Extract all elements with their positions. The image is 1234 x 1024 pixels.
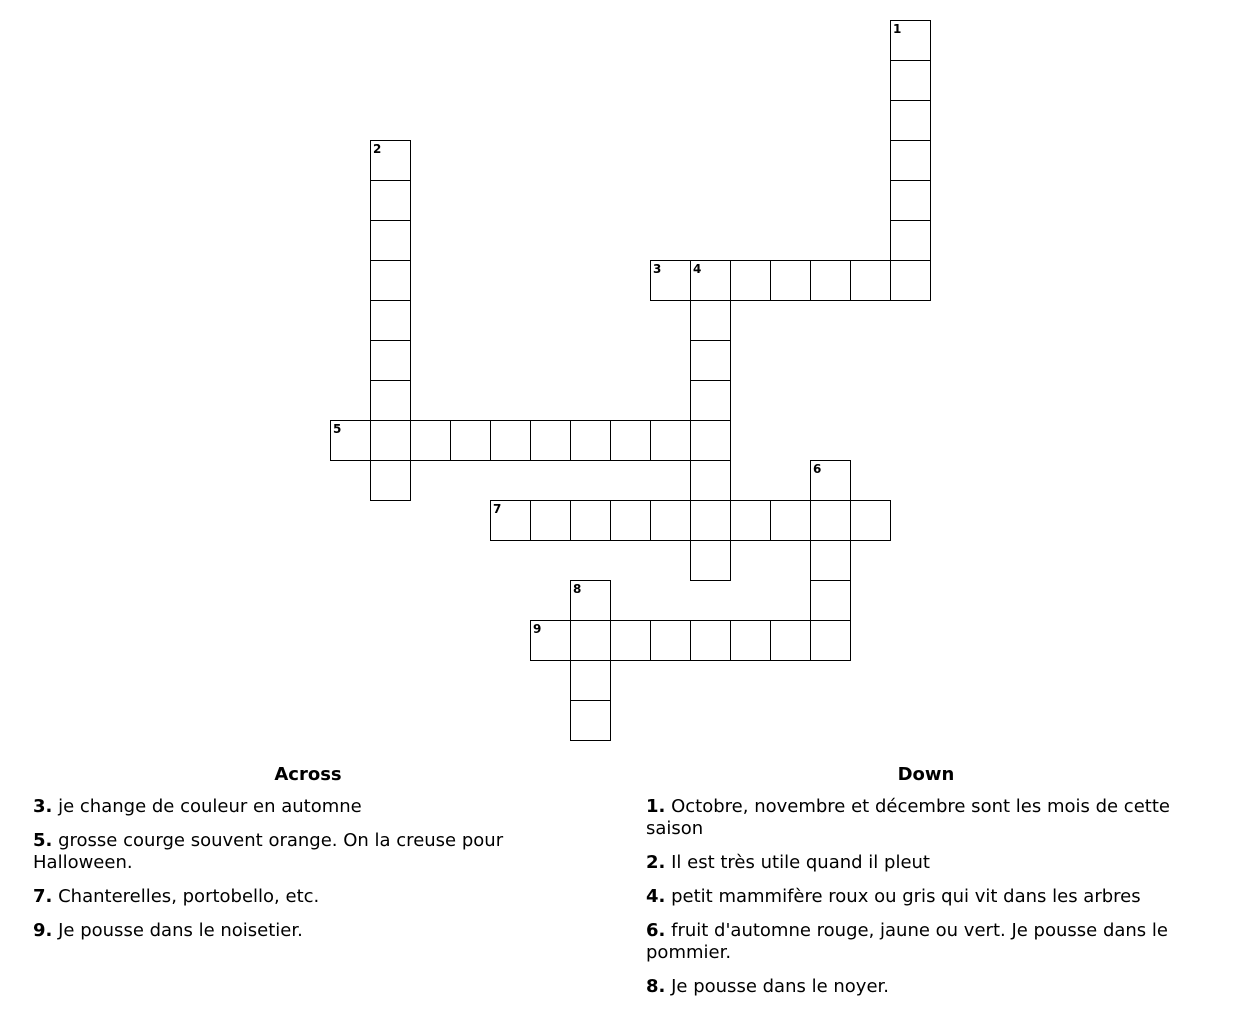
cell-number: 9 [533, 622, 542, 636]
clue-across-5[interactable] [33, 830, 583, 874]
cell-number: 4 [693, 262, 702, 276]
grid-cell[interactable] [810, 500, 851, 541]
grid-cell[interactable] [410, 420, 451, 461]
clue-down-4[interactable] [646, 886, 1206, 908]
grid-cell[interactable] [690, 420, 731, 461]
grid-cell[interactable] [890, 60, 931, 101]
cell-number: 6 [813, 462, 822, 476]
grid-cell[interactable] [890, 140, 931, 181]
grid-cell[interactable] [650, 500, 691, 541]
grid-cell[interactable] [530, 500, 571, 541]
cell-number: 3 [653, 262, 662, 276]
grid-cell[interactable] [810, 580, 851, 621]
grid-cell[interactable] [370, 340, 411, 381]
grid-cell[interactable] [690, 460, 731, 501]
clue-text: Octobre, novembre et décembre sont les mois de cette saison [646, 796, 1170, 839]
grid-cell[interactable] [730, 500, 771, 541]
grid-cell[interactable] [770, 260, 811, 301]
clue-number: 7. [33, 886, 53, 907]
grid-cell[interactable] [370, 420, 411, 461]
grid-cell[interactable] [690, 500, 731, 541]
grid-cell[interactable] [490, 500, 531, 541]
grid-cell[interactable] [650, 620, 691, 661]
grid-cell[interactable] [770, 500, 811, 541]
clue-down-1[interactable] [646, 796, 1206, 840]
grid-cell[interactable] [690, 540, 731, 581]
down-clues [646, 762, 1206, 1010]
grid-cell[interactable] [610, 620, 651, 661]
cell-number: 1 [893, 22, 902, 36]
clue-number: 2. [646, 852, 666, 873]
grid-cell[interactable] [810, 460, 851, 501]
clue-text: je change de couleur en automne [58, 796, 362, 817]
grid-cell[interactable] [610, 500, 651, 541]
grid-cell[interactable] [890, 20, 931, 61]
grid-cell[interactable] [570, 580, 611, 621]
clue-number: 1. [646, 796, 666, 817]
grid-cell[interactable] [890, 180, 931, 221]
grid-cell[interactable] [650, 420, 691, 461]
clue-number: 9. [33, 920, 53, 941]
clue-across-7[interactable] [33, 886, 583, 908]
clue-text: Je pousse dans le noisetier. [58, 920, 303, 941]
clue-number: 6. [646, 920, 666, 941]
grid-cell[interactable] [570, 500, 611, 541]
clue-text: Je pousse dans le noyer. [671, 976, 889, 997]
cell-number: 2 [373, 142, 382, 156]
grid-cell[interactable] [530, 620, 571, 661]
clue-text: Il est très utile quand il pleut [671, 852, 930, 873]
grid-cell[interactable] [610, 420, 651, 461]
grid-cell[interactable] [530, 420, 571, 461]
cell-number: 8 [573, 582, 582, 596]
clue-text: Chanterelles, portobello, etc. [58, 886, 320, 907]
across-clues [33, 762, 583, 954]
grid-cell[interactable] [890, 220, 931, 261]
grid-cell[interactable] [850, 260, 891, 301]
grid-cell[interactable] [570, 700, 611, 741]
clue-number: 4. [646, 886, 666, 907]
clue-number: 3. [33, 796, 53, 817]
clue-number: 5. [33, 830, 53, 851]
grid-cell[interactable] [810, 620, 851, 661]
grid-cell[interactable] [490, 420, 531, 461]
grid-cell[interactable] [810, 540, 851, 581]
cell-number: 7 [493, 502, 502, 516]
grid-cell[interactable] [730, 260, 771, 301]
cell-number: 5 [333, 422, 342, 436]
down-heading: Down [897, 764, 955, 785]
grid-cell[interactable] [370, 460, 411, 501]
clue-across-3[interactable] [33, 796, 583, 818]
grid-cell[interactable] [690, 380, 731, 421]
grid-cell[interactable] [570, 420, 611, 461]
grid-cell[interactable] [730, 620, 771, 661]
grid-cell[interactable] [690, 300, 731, 341]
clue-text: fruit d'automne rouge, jaune ou vert. Je pousse dans le pommier. [646, 920, 1168, 963]
grid-cell[interactable] [570, 620, 611, 661]
clue-down-6[interactable] [646, 920, 1206, 964]
grid-cell[interactable] [370, 380, 411, 421]
clue-text: grosse courge souvent orange. On la creuse pour Halloween. [33, 830, 504, 873]
grid-cell[interactable] [810, 260, 851, 301]
grid-cell[interactable] [370, 180, 411, 221]
clue-text: petit mammifère roux ou gris qui vit dans les arbres [671, 886, 1141, 907]
grid-cell[interactable] [690, 340, 731, 381]
grid-cell[interactable] [690, 260, 731, 301]
grid-cell[interactable] [370, 220, 411, 261]
across-heading: Across [274, 764, 342, 785]
grid-cell[interactable] [370, 260, 411, 301]
grid-cell[interactable] [890, 260, 931, 301]
clue-across-9[interactable] [33, 920, 583, 942]
grid-cell[interactable] [570, 660, 611, 701]
grid-cell[interactable] [690, 620, 731, 661]
grid-cell[interactable] [770, 620, 811, 661]
clue-down-8[interactable] [646, 976, 1206, 998]
clue-down-2[interactable] [646, 852, 1206, 874]
grid-cell[interactable] [450, 420, 491, 461]
grid-cell[interactable] [890, 100, 931, 141]
grid-cell[interactable] [850, 500, 891, 541]
clue-number: 8. [646, 976, 666, 997]
grid-cell[interactable] [650, 260, 691, 301]
grid-cell[interactable] [370, 300, 411, 341]
grid-cell[interactable] [330, 420, 371, 461]
grid-cell[interactable] [370, 140, 411, 181]
